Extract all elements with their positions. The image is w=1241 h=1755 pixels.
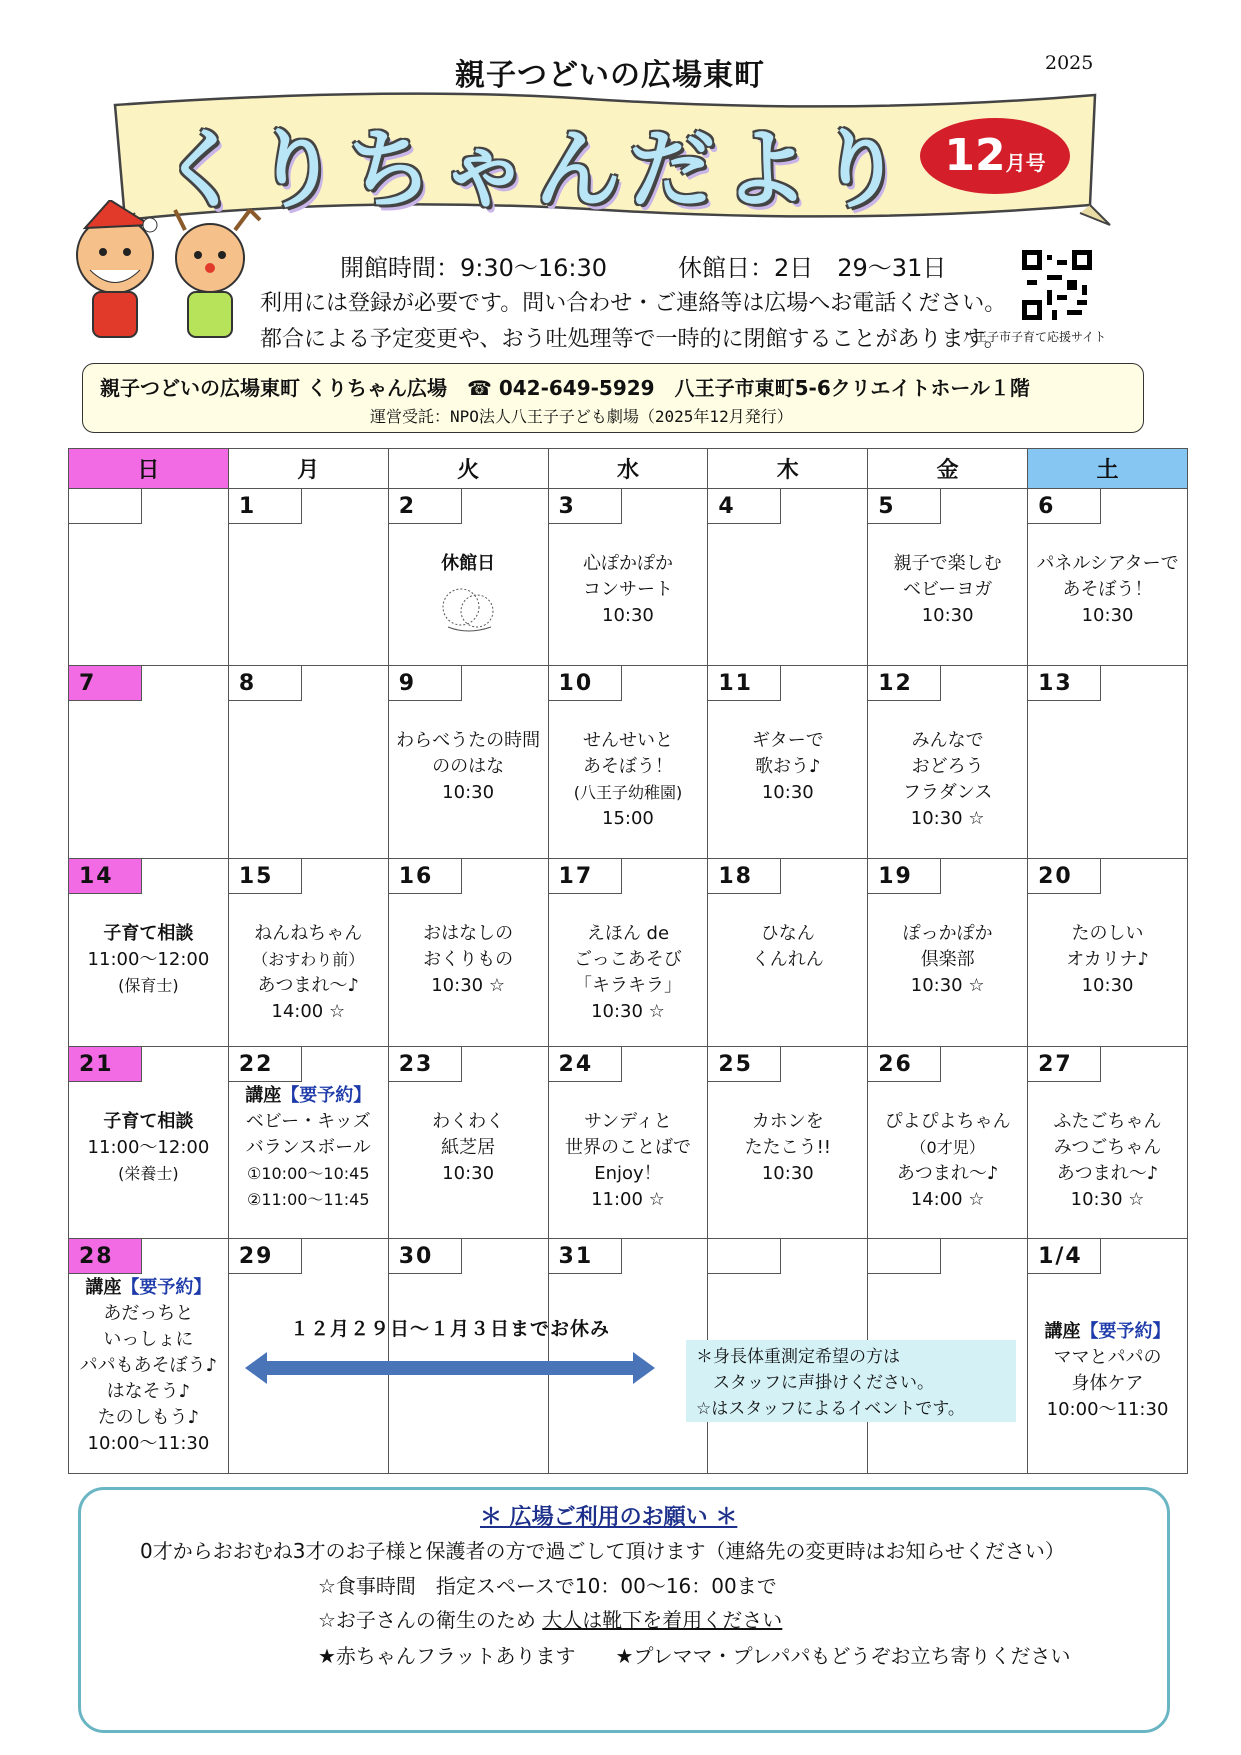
day-event xyxy=(1028,1319,1187,1423)
address-line: 親子つどいの広場東町 くりちゃん広場 ☎ 042-649-5929 八王子市東町5-6クリエイトホール１階 xyxy=(100,376,1030,400)
qr-caption: 八王子市子育て応援サイト xyxy=(963,330,1107,344)
day-event xyxy=(389,728,548,806)
day-event xyxy=(229,921,388,1025)
event-line: おどろう xyxy=(911,756,984,777)
calendar-day xyxy=(69,859,229,1047)
reservation-label: 【要予約】 xyxy=(281,1085,372,1106)
calendar-body xyxy=(69,489,1188,1474)
calendar-header xyxy=(69,449,1188,489)
rule-socks-emph: 大人は靴下を着用ください xyxy=(542,1608,783,1632)
day-number: 23 xyxy=(388,1046,462,1082)
day-number: 1/4 xyxy=(1027,1238,1101,1274)
day-event xyxy=(229,1083,388,1213)
weekday-header: 日 xyxy=(69,449,229,489)
calendar-day xyxy=(69,489,229,666)
day-number: 13 xyxy=(1027,665,1101,701)
day-number: 26 xyxy=(867,1046,941,1082)
rule-baby-flat: ★赤ちゃんフラットあります ★プレママ・プレパパもどうぞお立ち寄りください xyxy=(318,1644,1071,1668)
day-event xyxy=(708,1109,867,1187)
day-number: 15 xyxy=(228,858,302,894)
course-tag xyxy=(69,1275,228,1301)
day-number: 14 xyxy=(68,858,142,894)
day-number: 17 xyxy=(548,858,622,894)
calendar-day xyxy=(708,1047,868,1239)
event-line: 10:30 ☆ xyxy=(591,1001,665,1022)
rule-meal: ☆食事時間 指定スペースで10：00〜16：00まで xyxy=(318,1574,777,1598)
event-line: ふたごちゃん xyxy=(1053,1111,1162,1132)
day-event xyxy=(389,921,548,999)
day-event xyxy=(868,1109,1027,1213)
event-line: ベビー・キッズ xyxy=(245,1111,371,1132)
event-line: えほん de xyxy=(586,923,670,944)
calendar-week xyxy=(69,666,1188,859)
day-number: 11 xyxy=(707,665,781,701)
event-line: ぴよぴよちゃん xyxy=(884,1111,1011,1132)
event-line: あそぼう！ xyxy=(582,756,673,777)
day-number: 16 xyxy=(388,858,462,894)
event-line: パパもあそぼう♪ xyxy=(79,1355,218,1376)
event-line: たのしい xyxy=(1071,923,1144,944)
event-line: ②11:00〜11:45 xyxy=(246,1190,370,1209)
event-line: ママとパパの xyxy=(1053,1347,1162,1368)
day-event xyxy=(1028,1109,1187,1213)
event-line: バランスボール xyxy=(245,1137,371,1158)
notice-line: ＊身長体重測定希望の方は xyxy=(696,1347,900,1367)
day-number xyxy=(867,1238,941,1274)
event-line: 11:00〜12:00 xyxy=(87,949,210,970)
calendar-day xyxy=(708,859,868,1047)
event-line: ギターで xyxy=(751,730,824,751)
event-line: 10:00〜11:30 xyxy=(87,1433,210,1454)
calendar-day xyxy=(69,666,229,859)
event-line: 14:00 ☆ xyxy=(910,1189,985,1210)
day-number: 9 xyxy=(388,665,462,701)
calendar-day xyxy=(548,859,708,1047)
event-line: ①10:00〜10:45 xyxy=(246,1164,370,1183)
event-line: 10:30 ☆ xyxy=(910,975,985,996)
day-number xyxy=(68,488,142,524)
course-label: 講座 xyxy=(1044,1321,1081,1342)
event-line: 10:30 xyxy=(921,605,974,626)
calendar-day xyxy=(228,666,388,859)
day-event xyxy=(1028,551,1187,629)
calendar-day xyxy=(388,489,548,666)
course-label: 講座 xyxy=(245,1085,282,1106)
event-line: 紙芝居 xyxy=(441,1137,496,1158)
notice-line: スタッフに声掛けください。 xyxy=(696,1373,934,1393)
holiday-note: １２月２９日〜１月３日までお休み xyxy=(290,1318,611,1340)
day-event xyxy=(708,921,867,973)
reservation-label: 【要予約】 xyxy=(121,1277,212,1298)
day-number: 28 xyxy=(68,1238,142,1274)
event-line: 10:30 xyxy=(761,782,814,803)
calendar-day xyxy=(69,1047,229,1239)
event-line: (八王子幼稚園) xyxy=(573,783,683,802)
calendar-day xyxy=(228,859,388,1047)
event-line: 子育て相談 xyxy=(103,1111,194,1132)
day-event xyxy=(549,728,708,832)
year-label: 2025 xyxy=(1045,52,1094,74)
day-event xyxy=(1028,921,1187,999)
rule-socks xyxy=(318,1604,782,1633)
day-number: 25 xyxy=(707,1046,781,1082)
event-line: わくわく xyxy=(432,1111,505,1132)
day-number: 30 xyxy=(388,1238,462,1274)
calendar-day xyxy=(708,489,868,666)
event-line: 11:00〜12:00 xyxy=(87,1137,210,1158)
calendar-day xyxy=(548,489,708,666)
calendar-day xyxy=(388,859,548,1047)
calendar-day xyxy=(1028,859,1188,1047)
day-number: 8 xyxy=(228,665,302,701)
event-line: あつまれ〜♪ xyxy=(1056,1163,1159,1184)
holiday-arrow xyxy=(245,1350,655,1386)
calendar-day xyxy=(388,666,548,859)
closed-days: 休館日：2日 29〜31日 xyxy=(678,254,947,282)
course-label: 講座 xyxy=(85,1277,122,1298)
event-line: ひなん xyxy=(760,923,815,944)
org-title: 親子つどいの広場東町 xyxy=(455,58,765,93)
event-line: 10:30 xyxy=(442,1163,495,1184)
event-line: 親子で楽しむ xyxy=(893,553,1002,574)
event-line: 世界のことばで xyxy=(564,1137,691,1158)
calendar xyxy=(68,448,1188,1474)
event-line: みんなで xyxy=(911,730,984,751)
event-line: 10:30 xyxy=(602,605,654,626)
event-line: 身体ケア xyxy=(1071,1373,1144,1394)
day-event xyxy=(69,1275,228,1457)
event-line: あつまれ〜♪ xyxy=(896,1163,999,1184)
event-line: フラダンス xyxy=(902,782,993,803)
weekday-header: 金 xyxy=(868,449,1028,489)
day-number: 21 xyxy=(68,1046,142,1082)
operator-note: 運営受託：NPO法人八王子子ども劇場（2025年12月発行） xyxy=(370,407,793,426)
event-line: おくりもの xyxy=(423,949,514,970)
calendar-day xyxy=(868,859,1028,1047)
event-line: 10:30 ☆ xyxy=(910,808,985,829)
calendar-week xyxy=(69,489,1188,666)
event-line: 10:30 ☆ xyxy=(431,975,505,996)
day-number: 31 xyxy=(548,1238,622,1274)
day-event xyxy=(389,1109,548,1187)
event-line: オカリナ♪ xyxy=(1066,949,1149,970)
event-line: たのしもう♪ xyxy=(97,1407,200,1428)
weekday-header: 木 xyxy=(708,449,868,489)
event-line: ごっこあそび xyxy=(574,949,682,970)
day-number: 29 xyxy=(228,1238,302,1274)
day-number: 19 xyxy=(867,858,941,894)
calendar-day xyxy=(1028,489,1188,666)
course-tag xyxy=(229,1083,388,1109)
event-line: 10:30 xyxy=(761,1163,814,1184)
event-line: はなそう♪ xyxy=(106,1381,191,1402)
event-line: 11:00 ☆ xyxy=(591,1189,665,1210)
event-line: ねんねちゃん xyxy=(254,923,363,944)
event-line: くんれん xyxy=(751,949,824,970)
month-number: 12 xyxy=(944,130,1006,181)
event-line: 心ぽかぽか xyxy=(582,553,673,574)
event-line: サンディと xyxy=(584,1111,672,1132)
day-event xyxy=(389,551,548,645)
calendar-day xyxy=(868,666,1028,859)
day-number: 2 xyxy=(388,488,462,524)
event-line: (保育士) xyxy=(118,976,179,995)
event-line: コンサート xyxy=(582,579,673,600)
calendar-day xyxy=(1028,1239,1188,1474)
day-number xyxy=(707,1238,781,1274)
event-line: 休館日 xyxy=(441,553,496,574)
day-number: 4 xyxy=(707,488,781,524)
event-line: 14:00 ☆ xyxy=(271,1001,346,1022)
course-tag xyxy=(1028,1319,1187,1345)
calendar-week xyxy=(69,859,1188,1047)
day-number: 7 xyxy=(68,665,142,701)
day-number: 22 xyxy=(228,1046,302,1082)
notice-box xyxy=(686,1340,1016,1422)
event-line: パネルシアターで xyxy=(1036,553,1179,574)
weekday-header: 水 xyxy=(548,449,708,489)
event-line: 歌おう♪ xyxy=(755,756,821,777)
weekday-header: 火 xyxy=(388,449,548,489)
event-line: 15:00 xyxy=(602,808,654,829)
event-line: カホンを xyxy=(751,1111,824,1132)
day-event xyxy=(549,921,708,1025)
closure-note: 都合による予定変更や、おう吐処理等で一時的に閉館することがあります。 xyxy=(260,327,1006,352)
calendar-day xyxy=(1028,1047,1188,1239)
event-line: 10:30 xyxy=(442,782,495,803)
newsletter-title: くりちゃんだより xyxy=(159,120,911,220)
day-number: 18 xyxy=(707,858,781,894)
event-line: あつまれ〜♪ xyxy=(257,975,360,996)
event-line: 10:30 xyxy=(1081,975,1134,996)
day-event xyxy=(868,551,1027,629)
event-line: (栄養士) xyxy=(118,1164,179,1183)
day-number: 24 xyxy=(548,1046,622,1082)
event-line: ののはな xyxy=(432,756,505,777)
event-line: おはなしの xyxy=(423,923,514,944)
event-line: あそぼう！ xyxy=(1062,579,1153,600)
rule-age: 0才からおおむね3才のお子様と保護者の方で過ごして頂けます（連絡先の変更時はお知らせください） xyxy=(140,1539,1065,1563)
day-number: 1 xyxy=(228,488,302,524)
qr-code-icon[interactable] xyxy=(1022,250,1092,320)
event-line: ぽっかぽか xyxy=(902,923,993,944)
month-badge xyxy=(920,118,1070,194)
day-number: 27 xyxy=(1027,1046,1101,1082)
day-event xyxy=(549,1109,708,1213)
calendar-day xyxy=(228,489,388,666)
event-line: ベビーヨガ xyxy=(903,579,993,600)
day-number: 12 xyxy=(867,665,941,701)
event-line: 10:30 xyxy=(1081,605,1134,626)
day-number: 3 xyxy=(548,488,622,524)
event-line: （0才児） xyxy=(910,1138,985,1157)
mascot-illustration xyxy=(55,200,270,350)
event-line: 10:00〜11:30 xyxy=(1046,1399,1169,1420)
weekday-header: 月 xyxy=(228,449,388,489)
sleeping-children-illustration xyxy=(433,577,503,637)
day-event xyxy=(708,728,867,806)
event-line: Enjoy！ xyxy=(594,1163,662,1184)
event-line: 「キラキラ」 xyxy=(573,975,682,996)
event-line: たたこう!! xyxy=(744,1137,832,1158)
rules-title: ＊ 広場ご利用のお願い ＊ xyxy=(480,1505,738,1530)
event-line: いっしょに xyxy=(103,1329,194,1350)
day-event xyxy=(69,921,228,999)
day-number: 10 xyxy=(548,665,622,701)
weekday-header: 土 xyxy=(1028,449,1188,489)
calendar-day xyxy=(548,666,708,859)
calendar-day xyxy=(868,1047,1028,1239)
event-line: 子育て相談 xyxy=(103,923,194,944)
event-line: あだっちと xyxy=(103,1303,194,1324)
calendar-day xyxy=(388,1047,548,1239)
event-line: みつごちゃん xyxy=(1053,1137,1162,1158)
calendar-day xyxy=(69,1239,229,1474)
rule-socks-text: ☆お子さんの衛生のため xyxy=(318,1608,543,1632)
event-line: 倶楽部 xyxy=(920,949,975,970)
reservation-label: 【要予約】 xyxy=(1080,1321,1171,1342)
calendar-week xyxy=(69,1047,1188,1239)
day-number: 20 xyxy=(1027,858,1101,894)
day-number: 6 xyxy=(1027,488,1101,524)
day-event xyxy=(868,921,1027,999)
event-line: せんせいと xyxy=(582,730,673,751)
notice-line: ☆はスタッフによるイベントです。 xyxy=(696,1399,965,1419)
day-event xyxy=(549,551,708,629)
event-line: 10:30 ☆ xyxy=(1070,1189,1145,1210)
day-number: 5 xyxy=(867,488,941,524)
calendar-day xyxy=(548,1047,708,1239)
registration-note: 利用には登録が必要です。問い合わせ・ご連絡等は広場へお電話ください。 xyxy=(260,291,1007,316)
day-event xyxy=(868,728,1027,832)
calendar-day xyxy=(708,666,868,859)
event-line: わらべうたの時間 xyxy=(396,730,541,751)
calendar-day xyxy=(228,1047,388,1239)
month-label: 月号 xyxy=(1005,151,1046,175)
calendar-day xyxy=(1028,666,1188,859)
day-event xyxy=(69,1109,228,1187)
event-line: （おすわり前） xyxy=(252,950,365,969)
calendar-day xyxy=(868,489,1028,666)
opening-hours: 開館時間：9:30〜16:30 xyxy=(340,254,608,282)
